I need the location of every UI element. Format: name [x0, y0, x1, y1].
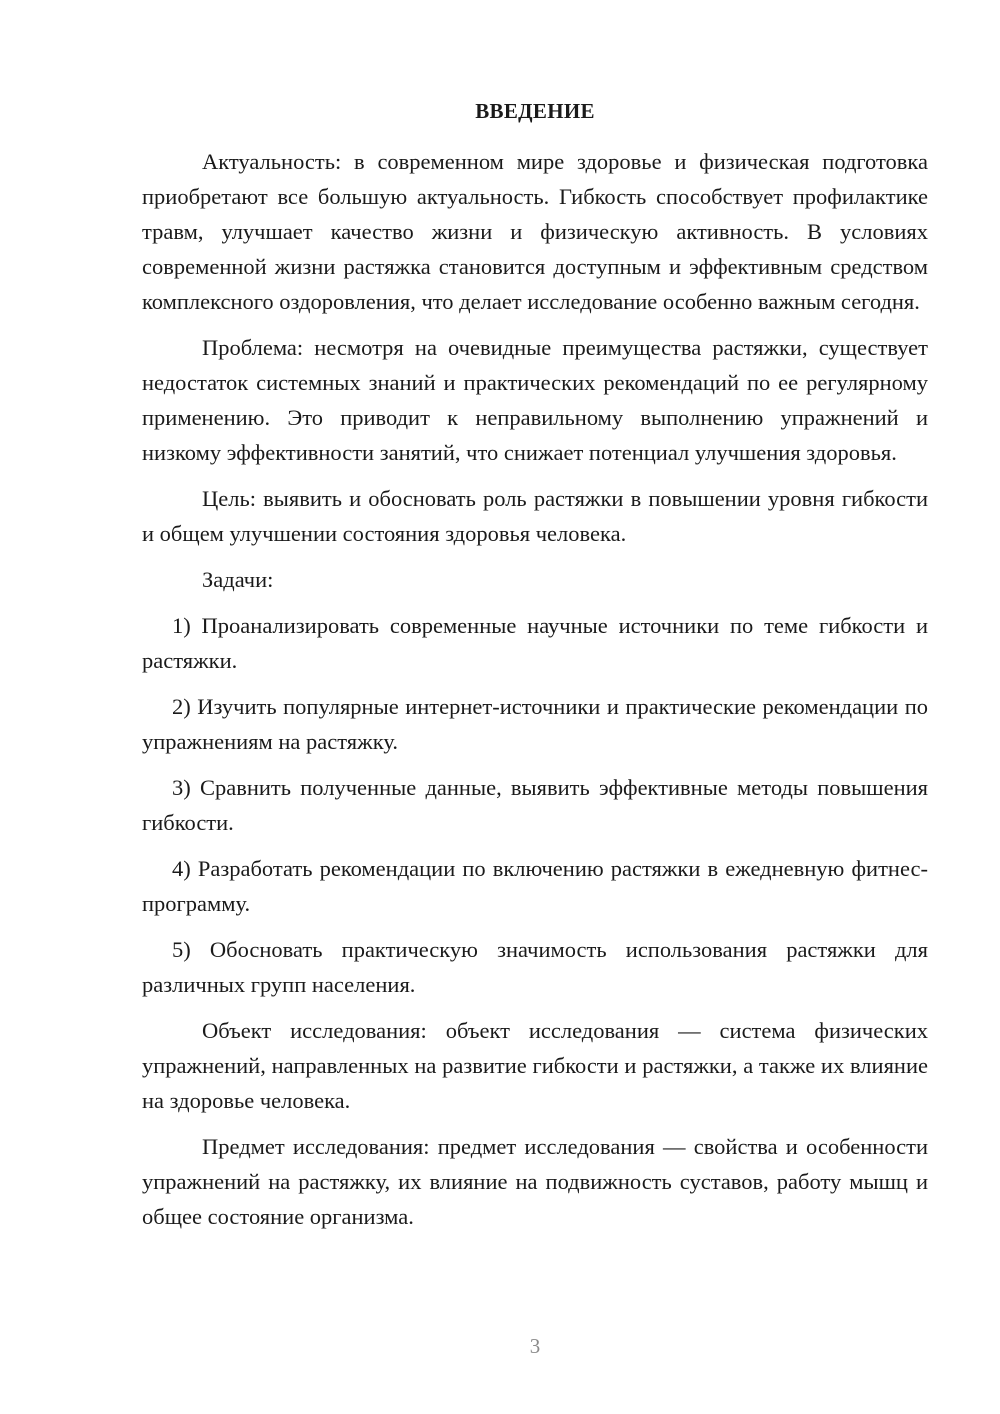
task-item-3: 3) Сравнить полученные данные, выявить эффективные методы повышения гибкости.	[142, 775, 928, 835]
paragraph-subject: Предмет исследования: предмет исследования — свойства и особенности упражнений на растяжку, их влияние на подвижность суставов, работу мышц и общее состояние организма.	[142, 1134, 928, 1229]
section-heading: ВВЕДЕНИЕ	[475, 99, 595, 123]
task-item-1: 1) Проанализировать современные научные источники по теме гибкости и растяжки.	[142, 613, 928, 673]
paragraph-tasks-label: Задачи:	[202, 567, 274, 592]
body-text	[142, 144, 928, 1245]
paragraph-relevance: Актуальность: в современном мире здоровье и физическая подготовка приобретают все большую актуальность. Гибкость способствует профилактике травм, улучшает качество жизни и физическую активность. В условиях современной жизни растяжка становится доступным и эффективным средством комплексного оздоровления, что делает исследование особенно важным сегодня.	[142, 149, 928, 314]
task-item-5: 5) Обосновать практическую значимость использования растяжки для различных групп населения.	[142, 937, 928, 997]
task-item-4: 4) Разработать рекомендации по включению растяжки в ежедневную фитнес-программу.	[142, 856, 928, 916]
paragraph-problem: Проблема: несмотря на очевидные преимущества растяжки, существует недостаток системных знаний и практических рекомендаций по ее регулярному применению. Это приводит к неправильному выполнению упражнений и низкому эффективности занятий, что снижает потенциал улучшения здоровья.	[142, 335, 928, 465]
paragraph-goal: Цель: выявить и обосновать роль растяжки в повышении уровня гибкости и общем улучшении состояния здоровья человека.	[142, 486, 928, 546]
page-number: 3	[529, 1334, 541, 1358]
task-item-2: 2) Изучить популярные интернет-источники и практические рекомендации по упражнениям на растяжку.	[142, 694, 928, 754]
paragraph-object: Объект исследования: объект исследования — система физических упражнений, направленных на развитие гибкости и растяжки, а также их влияние на здоровье человека.	[142, 1018, 928, 1113]
